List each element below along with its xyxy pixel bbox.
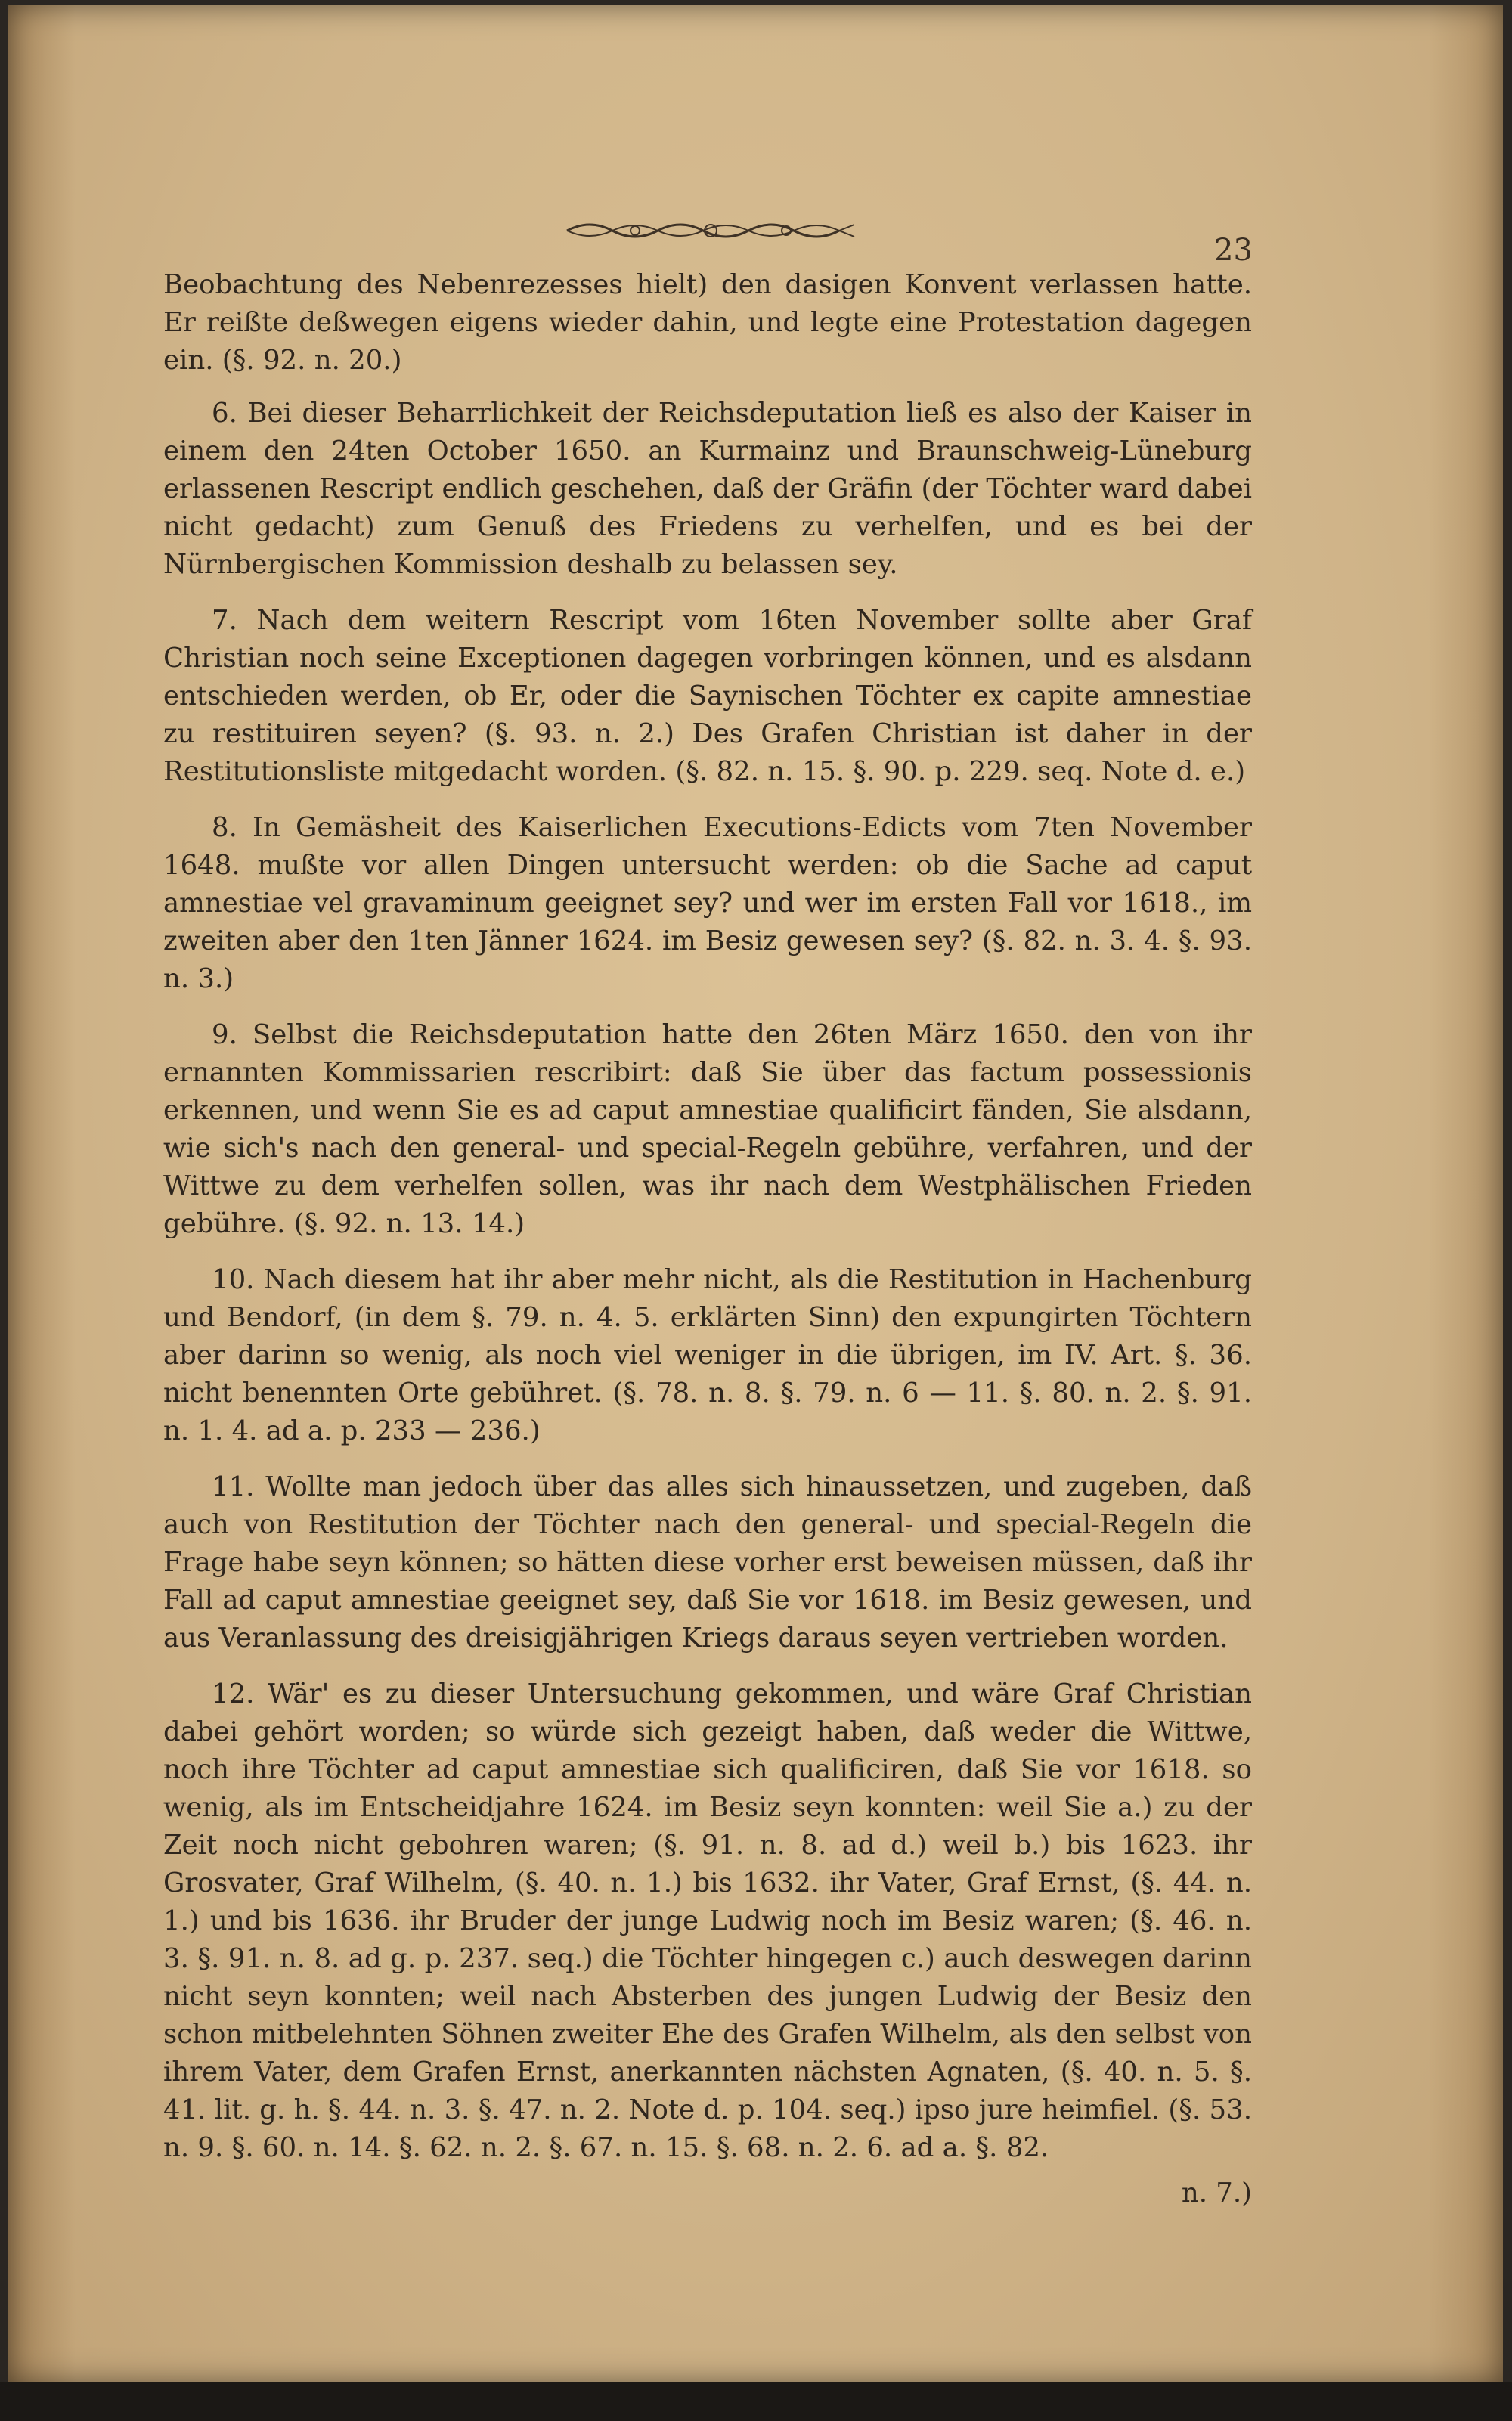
paragraph-11: 11. Wollte man jedoch über das alles sich hinaussetzen, und zugeben, daß auch von Restitution der Töchter nach den general- und special-Regeln die Frage habe seyn können; so hätten diese vorher erst beweisen müssen, daß ihr Fall ad caput amnestiae geeignet sey, daß Sie vor 1618. im Besiz gewesen, und aus Veranlassung des dreisigjährigen Kriegs daraus seyen vertrieben worden. bbox=[163, 1471, 1252, 1654]
scan-bottom-edge bbox=[0, 2382, 1512, 2421]
paragraph-9: 9. Selbst die Reichsdeputation hatte den 26ten März 1650. den von ihr ernannten Kommissarien rescribirt: daß Sie über das factum possessionis erkennen, und wenn Sie es ad caput amnestiae qualificirt fänden, Sie alsdann, wie sich's nach den general- und special-Regeln gebühre, verfahren, und der Wittwe zu dem verhelfen sollen, was ihr nach dem Westphälischen Frieden gebühre. (§. 92. n. 13. 14.) bbox=[163, 1019, 1252, 1239]
paragraph-12: 12. Wär' es zu dieser Untersuchung gekommen, und wäre Graf Christian dabei gehört worden; so würde sich gezeigt haben, daß weder die Wittwe, noch ihre Töchter ad caput amnestiae sich qualificiren, daß Sie vor 1618. so wenig, als im Entscheidjahre 1624. im Besiz seyn konnten: weil Sie a.) zu der Zeit noch nicht gebohren waren; (§. 91. n. 8. ad d.) weil b.) bis 1623. ihr Grosvater, Graf Wilhelm, (§. 40. n. 1.) bis 1632. ihr Vater, Graf Ernst, (§. 44. n. 1.) und bis 1636. ihr Bruder der junge Ludwig noch im Besiz waren; (§. 46. n. 3. §. 91. n. 8. ad g. p. 237. seq.) die Töchter hingegen c.) auch deswegen darinn nicht seyn konnten; weil nach Absterben des jungen Ludwig der Besiz den schon mitbelehnten Söhnen zweiter Ehe des Grafen Wilhelm, als den selbst von ihrem Vater, dem Grafen Ernst, anerkannten nächsten Agnaten, (§. 40. n. 5. §. 41. lit. g. h. §. 44. n. 3. §. 47. n. 2. Note d. p. 104. seq.) ipso jure heimfiel. (§. 53. n. 9. §. 60. n. 14. §. 62. n. 2. §. 67. n. 15. §. 68. n. 2. 6. ad a. §. 82. bbox=[163, 1679, 1252, 2163]
body-text bbox=[163, 266, 1252, 2212]
paragraph-continuation: Beobachtung des Nebenrezesses hielt) den dasigen Konvent verlassen hatte. Er reißte deßwegen eigens wieder dahin, und legte eine Protestation dagegen ein. (§. 92. n. 20.) bbox=[163, 269, 1252, 376]
closing-reference: n. 7.) bbox=[1181, 2178, 1252, 2209]
paragraph-8: 8. In Gemäsheit des Kaiserlichen Executions-Edicts vom 7ten November 1648. mußte vor allen Dingen untersucht werden: ob die Sache ad caput amnestiae vel gravaminum geeignet sey? und wer im ersten Fall vor 1618., im zweiten aber den 1ten Jänner 1624. im Besiz gewesen sey? (§. 82. n. 3. 4. §. 93. n. 3.) bbox=[163, 812, 1252, 994]
decorative-ornament bbox=[559, 215, 862, 246]
page-number: 23 bbox=[1214, 233, 1253, 268]
paragraph-7: 7. Nach dem weitern Rescript vom 16ten November sollte aber Graf Christian noch seine Exceptionen dagegen vorbringen können, und es alsdann entschieden werden, ob Er, oder die Saynischen Töchter ex capite amnestiae zu restituiren seyen? (§. 93. n. 2.) Des Grafen Christian ist daher in der Restitutionsliste mitgedacht worden. (§. 82. n. 15. §. 90. p. 229. seq. Note d. e.) bbox=[163, 605, 1252, 787]
paragraph-6: 6. Bei dieser Beharrlichkeit der Reichsdeputation ließ es also der Kaiser in einem den 24ten October 1650. an Kurmainz und Braunschweig-Lüneburg erlassenen Rescript endlich geschehen, daß der Gräfin (der Töchter ward dabei nicht gedacht) zum Genuß des Friedens zu verhelfen, und es bei der Nürnbergischen Kommission deshalb zu belassen sey. bbox=[163, 398, 1252, 580]
paragraph-10: 10. Nach diesem hat ihr aber mehr nicht, als die Restitution in Hachenburg und Bendorf, (in dem §. 79. n. 4. 5. erklärten Sinn) den expungirten Töchtern aber darinn so wenig, als noch viel weniger in die übrigen, im IV. Art. §. 36. nicht benennten Orte gebühret. (§. 78. n. 8. §. 79. n. 6 — 11. §. 80. n. 2. §. 91. n. 1. 4. ad a. p. 233 — 236.) bbox=[163, 1264, 1252, 1446]
